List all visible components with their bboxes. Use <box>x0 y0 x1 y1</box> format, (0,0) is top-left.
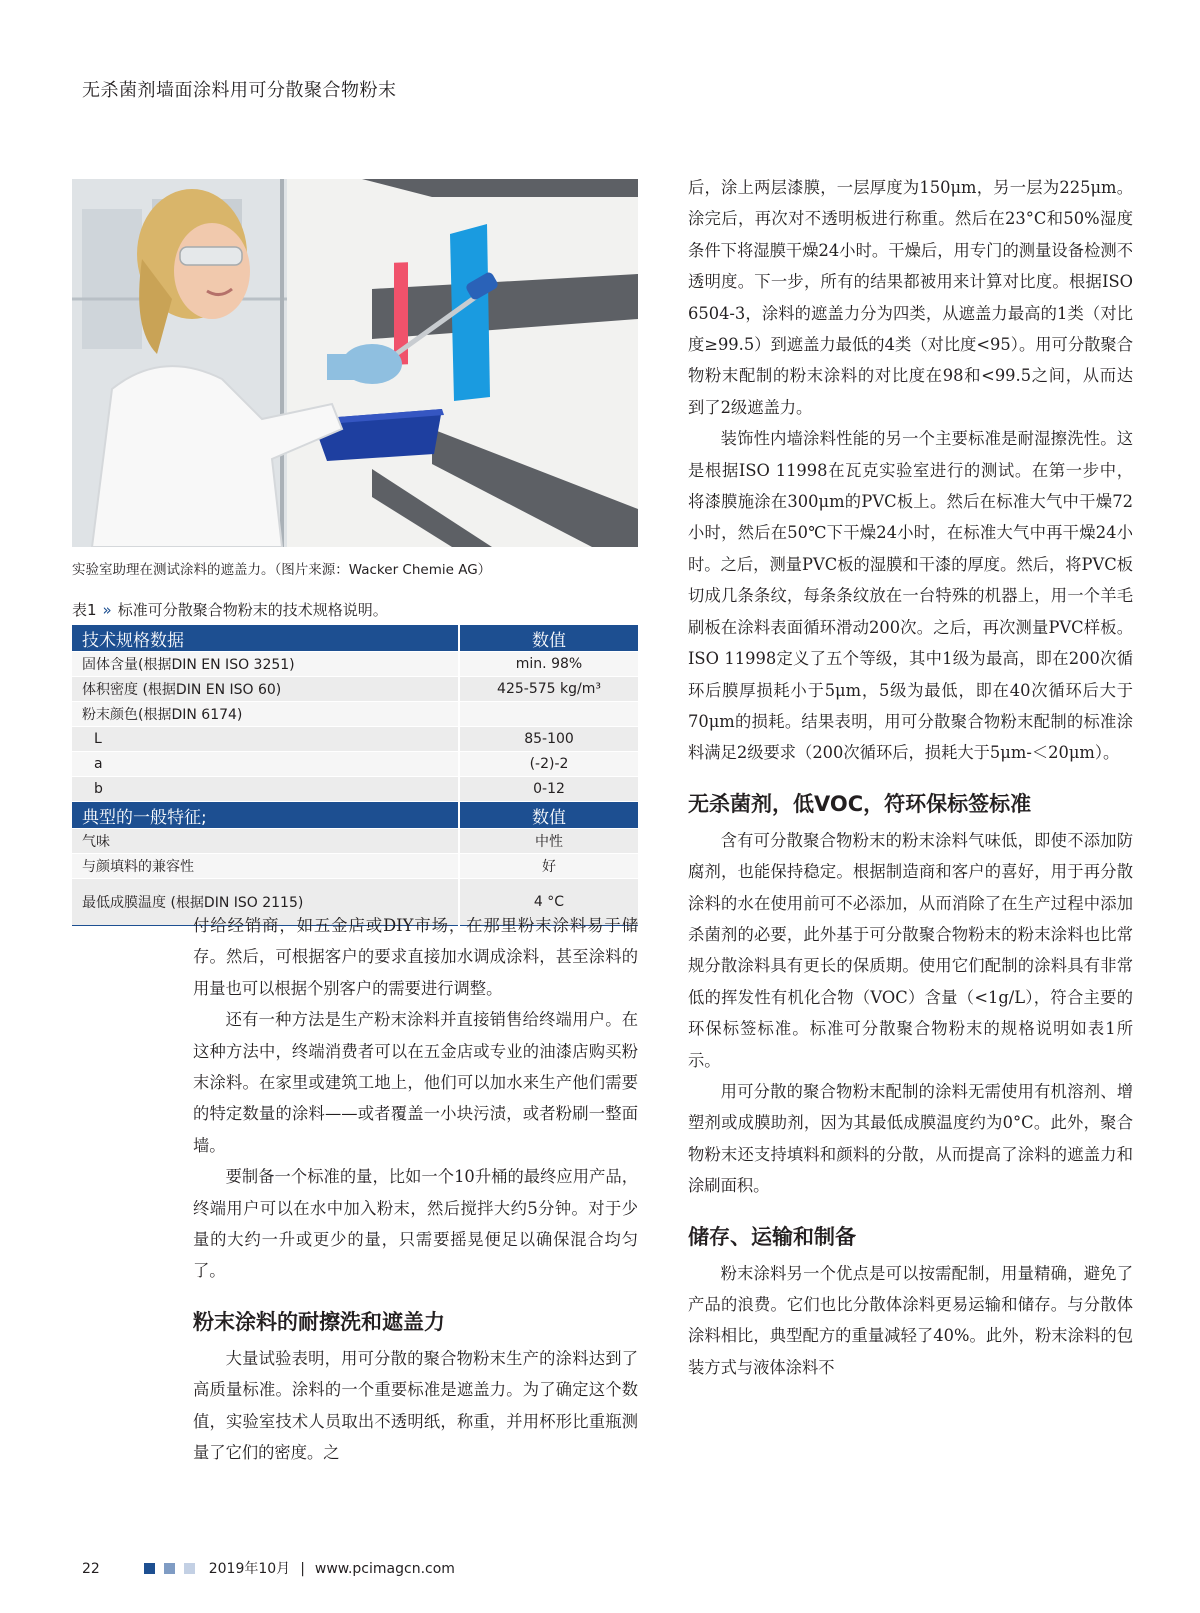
row-value: 好 <box>459 854 638 879</box>
paragraph: 含有可分散聚合物粉末的粉末涂料气味低，即使不添加防腐剂，也能保持稳定。根据制造商和客户的喜好，用于再分散涂料的水在使用前可不必添加，从而消除了在生产过程中添加杀菌剂的必要，此外基于可分散聚合物粉末的粉末涂料也比常规分散涂料具有更长的保质期。使用它们配制的涂料具有非常低的挥发性有机化合物（VOC）含量（<1g/L），符合主要的环保标签标准。标准可分散聚合物粉末的规格说明如表1所示。 <box>688 830 1133 1070</box>
row-label: b <box>72 777 459 802</box>
row-value: 中性 <box>459 829 638 854</box>
section-heading: 储存、运输和制备 <box>688 1224 856 1249</box>
row-value: (-2)-2 <box>459 752 638 777</box>
row-value: 425-575 kg/m³ <box>459 677 638 702</box>
page-number: 22 <box>82 1561 100 1577</box>
table-header-row <box>72 625 638 652</box>
table-header-row <box>72 802 638 829</box>
table-caption <box>72 599 638 620</box>
row-label: 与颜填料的兼容性 <box>72 854 459 879</box>
row-value: 0-12 <box>459 777 638 802</box>
row-value: min. 98% <box>459 652 638 677</box>
table-row <box>72 727 638 752</box>
row-value <box>459 702 638 727</box>
table-row <box>72 854 638 879</box>
row-label: 最低成膜温度 (根据DIN ISO 2115) <box>72 879 459 926</box>
row-label: a <box>72 752 459 777</box>
running-title: 无杀菌剂墙面涂料用可分散聚合物粉末 <box>82 80 397 101</box>
paragraph: 要制备一个标准的量，比如一个10升桶的最终应用产品，终端用户可以在水中加入粉末，然后搅拌大约5分钟。对于少量的大约一升或更少的量，只需要摇晃便足以确保混合均匀了。 <box>193 1167 638 1281</box>
table-header-value: 数值 <box>459 625 638 652</box>
paragraph: 后，涂上两层漆膜，一层厚度为150μm，另一层为225μm。涂完后，再次对不透明板进行称重。然后在23°C和50%湿度条件下将湿膜干燥24小时。干燥后，用专门的测量设备检测不透明度。下一步，所有的结果都被用来计算对比度。根据ISO 6504-3，涂料的遮盖力分为四类，从遮盖力最高的1类（对比度≥99.5）到遮盖力最低的4类（对比度<95）。用可分散聚合物粉末配制的粉末涂料的对比度在98和<99.5之间，从而达到了2级遮盖力。 <box>688 178 1133 417</box>
table-row <box>72 777 638 802</box>
paragraph: 装饰性内墙涂料性能的另一个主要标准是耐湿擦洗性。这是根据ISO 11998在瓦克实验室进行的测试。在第一步中，将漆膜施涂在300μm的PVC板上。然后在标准大气中干燥72小时，然后在50℃下干燥24小时，在标准大气中再干燥24小时。之后，测量PVC板的湿膜和干漆的厚度。然后，将PVC板切成几条条纹，每条条纹放在一台特殊的机器上，用一个羊毛刷板在涂料表面循环滑动200次。之后，再次测量PVC样板。ISO 11998定义了五个等级，其中1级为最高，即在200次循环后膜厚损耗小于5μm，5级为最低，即在40次循环后大于70μm的损耗。结果表明，用可分散聚合物粉末配制的标准涂料满足2级要求（200次循环后，损耗大于5μm-＜20μm）。 <box>688 429 1133 763</box>
row-value: 4 °C <box>459 879 638 926</box>
page-footer <box>82 1558 455 1578</box>
table-arrows: » <box>102 601 112 619</box>
section-heading: 无杀菌剂，低VOC，符环保标签标准 <box>688 791 1032 816</box>
table-header-value: 数值 <box>459 802 638 829</box>
spec-table <box>72 625 638 926</box>
table-row <box>72 829 638 854</box>
section-heading: 粉末涂料的耐擦洗和遮盖力 <box>193 1309 445 1334</box>
table-row <box>72 752 638 777</box>
row-label: 固体含量(根据DIN EN ISO 3251) <box>72 652 459 677</box>
paragraph: 用可分散的聚合物粉末配制的涂料无需使用有机溶剂、增塑剂或成膜助剂，因为其最低成膜温度约为0°C。此外，聚合物粉末还支持填料和颜料的分散，从而提高了涂料的遮盖力和涂刷面积。 <box>688 1081 1133 1196</box>
right-column <box>688 172 1133 1383</box>
table-label: 表1 <box>72 601 97 619</box>
row-value: 85-100 <box>459 727 638 752</box>
row-label: L <box>72 727 459 752</box>
footer-separator: | <box>300 1561 305 1577</box>
footer-square <box>164 1563 175 1574</box>
row-label: 粉末颜色(根据DIN 6174) <box>72 702 459 727</box>
website-url: www.pcimagcn.com <box>314 1561 455 1577</box>
paragraph: 还有一种方法是生产粉末涂料并直接销售给终端用户。在这种方法中，终端消费者可以在五金店或专业的油漆店购买粉末涂料。在家里或建筑工地上，他们可以加水来生产他们需要的特定数量的涂料——或者覆盖一小块污渍，或者粉刷一整面墙。 <box>193 1010 638 1155</box>
row-label: 气味 <box>72 829 459 854</box>
table-header-label: 技术规格数据 <box>72 625 459 652</box>
table-title: 标准可分散聚合物粉末的技术规格说明。 <box>117 601 388 619</box>
paragraph: 粉末涂料另一个优点是可以按需配制，用量精确，避免了产品的浪费。它们也比分散体涂料更易运输和储存。与分散体涂料相比，典型配方的重量减轻了40%。此外，粉末涂料的包装方式与液体涂料不 <box>688 1263 1133 1377</box>
paragraph: 大量试验表明，用可分散的聚合物粉末生产的涂料达到了高质量标准。涂料的一个重要标准是遮盖力。为了确定这个数值，实验室技术人员取出不透明纸，称重，并用杯形比重瓶测量了它们的密度。之 <box>193 1348 638 1463</box>
lab-photo <box>72 179 638 547</box>
table-row <box>72 677 638 702</box>
row-label: 体积密度 (根据DIN EN ISO 60) <box>72 677 459 702</box>
footer-square <box>144 1563 155 1574</box>
paragraph: 付给经销商，如五金店或DIY市场，在那里粉末涂料易于储存。然后，可根据客户的要求直接加水调成涂料，甚至涂料的用量也可以根据个别客户的需要进行调整。 <box>193 916 638 998</box>
footer-square <box>184 1563 195 1574</box>
table-row <box>72 652 638 677</box>
figure-caption: 实验室助理在测试涂料的遮盖力。（图片来源：Wacker Chemie AG） <box>72 562 492 578</box>
table-row <box>72 702 638 727</box>
left-column <box>193 910 638 1469</box>
issue-date: 2019年10月 <box>208 1561 291 1577</box>
table-header-label: 典型的一般特征; <box>72 802 459 829</box>
